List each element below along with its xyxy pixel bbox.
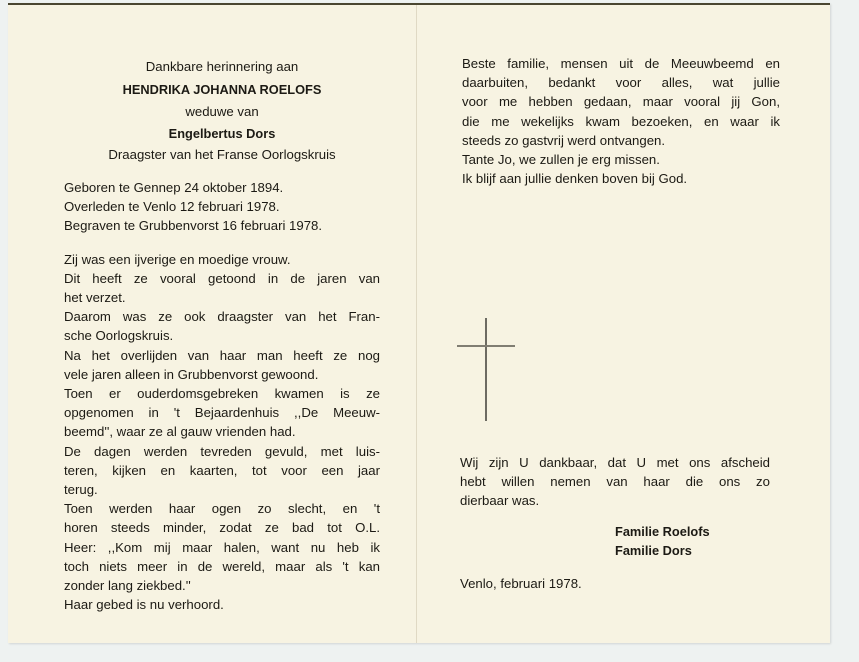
thanks-line: Wij zijn U dankbaar, dat U met ons afscheid bbox=[460, 455, 770, 470]
biography-line: Toen werden haar ogen zo slecht, en 't bbox=[64, 501, 380, 517]
biography-line: Daarom was ze ook draagster van het Fran- bbox=[64, 309, 380, 325]
left-panel bbox=[64, 57, 380, 614]
thanks-section bbox=[460, 453, 770, 593]
message-line: Ik blijf aan jullie denken boven bij God. bbox=[462, 171, 688, 187]
biography-line: het verzet. bbox=[64, 290, 126, 306]
thanks-text bbox=[460, 453, 770, 511]
biography-line: teren, kijken en kaarten, tot voor een jaar bbox=[64, 462, 380, 478]
honor-text: Draagster van het Franse Oorlogskruis bbox=[108, 147, 336, 162]
message-line: Beste familie, mensen uit de Meeuwbeemd en bbox=[462, 56, 780, 71]
signature-roelofs: Familie Roelofs bbox=[615, 523, 710, 539]
message-line: daarbuiten, bedankt voor alles, wat jullie bbox=[462, 75, 780, 91]
biography-line: beemd'', waar ze al gauw vrienden had. bbox=[64, 424, 296, 440]
message-line: steeds zo gastvrij werd ontvangen. bbox=[462, 132, 666, 148]
relation-text: weduwe van bbox=[185, 104, 259, 119]
right-panel bbox=[462, 54, 780, 188]
dates-block bbox=[64, 178, 380, 236]
biography-line: vele jaren alleen in Grubbenvorst gewoond. bbox=[64, 366, 319, 382]
biography-line: Zij was een ijverige en moedige vrouw. bbox=[64, 251, 291, 267]
biography-line: zonder lang ziekbed.'' bbox=[64, 578, 191, 594]
message-line: Tante Jo, we zullen je erg missen. bbox=[462, 152, 660, 168]
biography-line: terug. bbox=[64, 482, 98, 498]
signature-dors: Familie Dors bbox=[615, 542, 692, 558]
intro-text: Dankbare herinnering aan bbox=[145, 59, 299, 74]
biography-line: horen steeds minder, zodat ze bad tot O.L. bbox=[64, 520, 380, 536]
biography-line: Heer: ,,Kom mij maar halen, want nu heb ik bbox=[64, 539, 380, 555]
burial-line: Begraven te Grubbenvorst 16 februari 1978. bbox=[64, 218, 323, 234]
biography-line: toch niets meer in de wereld, maar als 't kan bbox=[64, 558, 380, 574]
thanks-line: dierbaar was. bbox=[460, 493, 540, 509]
message-line: die me wekelijks kwam bezoeken, en waar ik bbox=[462, 113, 780, 129]
biography-line: Dit heeft ze vooral getoond in de jaren van bbox=[64, 270, 380, 286]
farewell-message bbox=[462, 54, 780, 188]
death-line: Overleden te Venlo 12 februari 1978. bbox=[64, 199, 280, 215]
deceased-name: HENDRIKA JOHANNA ROELOFS bbox=[122, 82, 322, 97]
birth-line: Geboren te Gennep 24 oktober 1894. bbox=[64, 180, 284, 195]
biography-text bbox=[64, 250, 380, 615]
biography-line: Haar gebed is nu verhoord. bbox=[64, 597, 224, 613]
biography-line: Na het overlijden van haar man heeft ze nog bbox=[64, 347, 380, 363]
spouse-name: Engelbertus Dors bbox=[168, 126, 276, 141]
biography-line: opgenomen in 't Bejaardenhuis ,,De Meeuw- bbox=[64, 405, 380, 421]
biography-line: De dagen werden tevreden gevuld, met luis- bbox=[64, 443, 380, 459]
thanks-line: hebt willen nemen van haar die ons zo bbox=[460, 474, 770, 490]
cross-icon bbox=[457, 318, 515, 424]
center-fold bbox=[416, 5, 417, 643]
message-line: voor me hebben gedaan, maar vooral jij Gon, bbox=[462, 94, 780, 110]
biography-line: Toen er ouderdomsgebreken kwamen is ze bbox=[64, 386, 380, 402]
place-date: Venlo, februari 1978. bbox=[460, 575, 582, 591]
biography-line: sche Oorlogskruis. bbox=[64, 328, 174, 344]
